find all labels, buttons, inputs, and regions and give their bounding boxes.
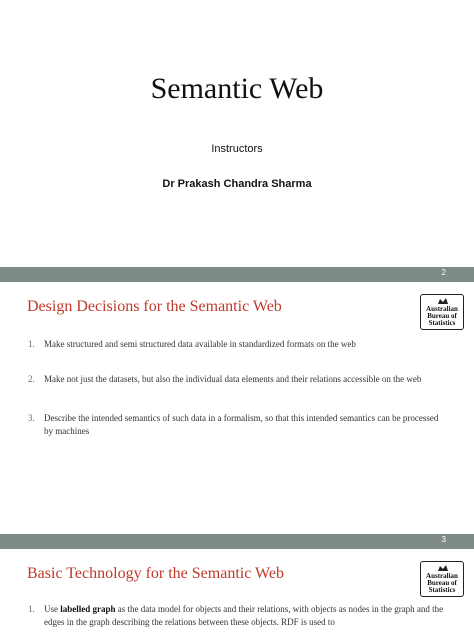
logo-line: Bureau of [427, 312, 457, 320]
item-text-suffix: as the data model for objects and their relations, with objects as nodes in the graph and the edges in the graph describing the relations between these objects. RDF is used to [44, 604, 444, 627]
presentation-title: Semantic Web [150, 72, 324, 105]
author-name: Dr Prakash Chandra Sharma [162, 178, 312, 190]
logo-line: Statistics [428, 319, 456, 327]
item-number: 2. [28, 374, 35, 384]
slide-title: Basic Technology for the Semantic Web [27, 565, 284, 582]
item-text: Describe the intended semantics of such data in a formalism, so that this intended semantics can be processed by machines [44, 413, 439, 436]
decision-list [28, 338, 444, 438]
abs-logo [420, 561, 464, 597]
logo-line: Bureau of [427, 579, 457, 587]
item-number: 1. [28, 604, 35, 614]
crest-icon [437, 564, 449, 572]
slide-number: 3 [441, 535, 446, 544]
slide-separator [0, 267, 474, 282]
slide-number: 2 [441, 268, 446, 277]
abs-logo [420, 294, 464, 330]
item-text: Make structured and semi structured data available in standardized formats on the web [44, 339, 356, 349]
logo-line: Australian [426, 572, 458, 580]
item-text-prefix: Use [44, 604, 61, 614]
list-item [28, 603, 444, 629]
instructors-label: Instructors [211, 143, 263, 155]
logo-line: Statistics [428, 586, 456, 594]
item-text-bold: labelled graph [60, 604, 116, 614]
list-item [28, 373, 444, 386]
technology-list [28, 603, 444, 629]
item-number: 3. [28, 413, 35, 423]
basic-technology-slide [0, 549, 474, 632]
title-slide [0, 0, 474, 267]
slide-title: Design Decisions for the Semantic Web [27, 298, 282, 315]
item-number: 1. [28, 339, 35, 349]
list-item [28, 412, 444, 438]
crest-icon [437, 297, 449, 305]
logo-line: Australian [426, 305, 458, 313]
item-text: Make not just the datasets, but also the individual data elements and their relations accessible on the web [44, 374, 422, 384]
slide-separator [0, 534, 474, 549]
design-decisions-slide [0, 282, 474, 534]
list-item [28, 338, 444, 351]
